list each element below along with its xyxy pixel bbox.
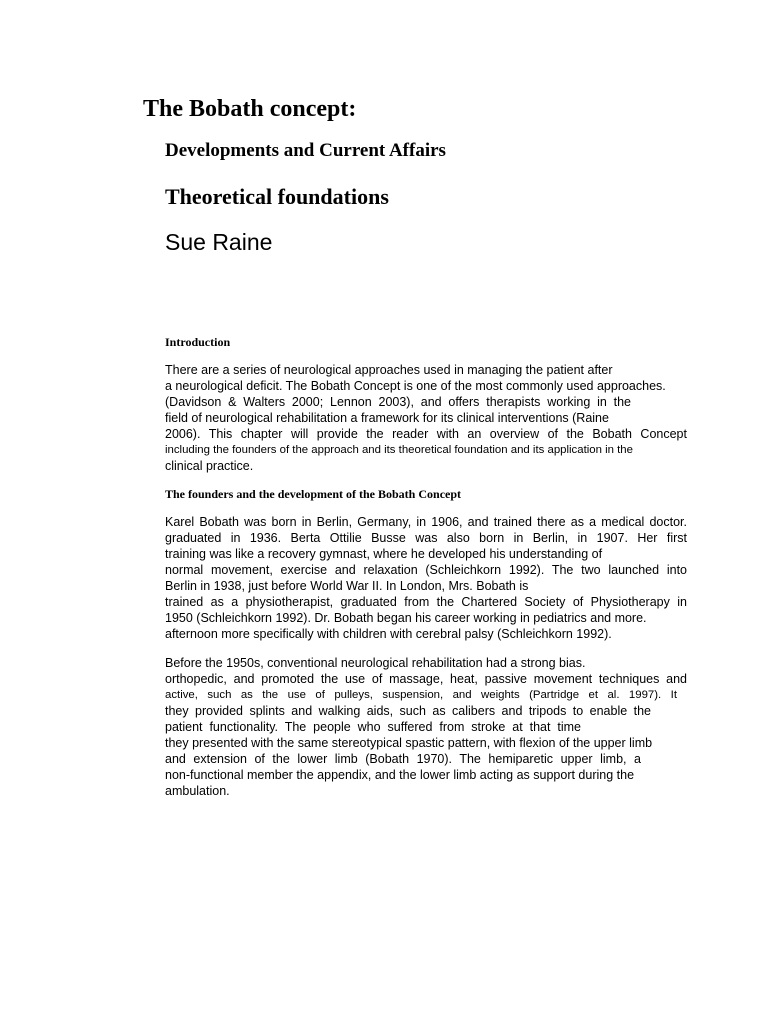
text-line: graduated in 1936. Berta Ottilie Busse was also born in Berlin, in 1907. Her first	[165, 531, 687, 545]
text-line: afternoon more specifically with children with cerebral palsy (Schleichkorn 1992).	[165, 627, 612, 641]
text-line: they presented with the same stereotypical spastic pattern, with flexion of the upper limb	[165, 736, 653, 750]
text-line: trained as a physiotherapist, graduated from the Chartered Society of Physiotherapy in	[165, 595, 687, 609]
text-line: training was like a recovery gymnast, where he developed his understanding of	[165, 547, 603, 561]
text-line: patient functionality. The people who suffered from stroke at that time	[165, 720, 581, 734]
section-title: Theoretical foundations	[165, 184, 389, 209]
text-line: Before the 1950s, conventional neurological rehabilitation had a strong bias.	[165, 656, 586, 670]
document-subtitle: Developments and Current Affairs	[165, 140, 446, 161]
text-line: and extension of the lower limb (Bobath 1970). The hemiparetic upper limb, a	[165, 752, 641, 766]
text-line: orthopedic, and promoted the use of massage, heat, passive movement techniques and	[165, 672, 687, 686]
text-line: (Davidson & Walters 2000; Lennon 2003), and offers therapists working in the	[165, 395, 631, 409]
text-line: including the founders of the approach and its theoretical foundation and its application in the	[165, 444, 633, 456]
text-line: 1950 (Schleichkorn 1992). Dr. Bobath began his career working in pediatrics and more.	[165, 611, 647, 625]
text-line: active, such as the use of pulleys, suspension, and weights (Partridge et al. 1997). It	[165, 689, 677, 701]
text-line: ambulation.	[165, 784, 230, 798]
text-line: they provided splints and walking aids, such as calibers and tripods to enable the	[165, 704, 651, 718]
founders-paragraph-2	[165, 655, 687, 799]
document-title: The Bobath concept:	[143, 96, 357, 122]
text-line: There are a series of neurological approaches used in managing the patient after	[165, 363, 613, 377]
founders-paragraph-1	[165, 514, 687, 642]
introduction-heading: Introduction	[165, 335, 231, 349]
founders-heading: The founders and the development of the Bobath Concept	[165, 487, 462, 501]
text-line: field of neurological rehabilitation a framework for its clinical interventions (Raine	[165, 411, 609, 425]
text-line: a neurological deficit. The Bobath Concept is one of the most commonly used approaches.	[165, 379, 666, 393]
text-line: 2006). This chapter will provide the reader with an overview of the Bobath Concept	[165, 427, 687, 441]
author-name: Sue Raine	[165, 229, 273, 255]
text-line: clinical practice.	[165, 459, 254, 473]
text-line: normal movement, exercise and relaxation (Schleichkorn 1992). The two launched into	[165, 563, 687, 577]
text-line: Karel Bobath was born in Berlin, Germany, in 1906, and trained there as a medical doctor.	[165, 515, 687, 529]
introduction-paragraph	[165, 362, 687, 474]
text-line: Berlin in 1938, just before World War II. In London, Mrs. Bobath is	[165, 579, 529, 593]
text-line: non-functional member the appendix, and the lower limb acting as support during the	[165, 768, 635, 782]
